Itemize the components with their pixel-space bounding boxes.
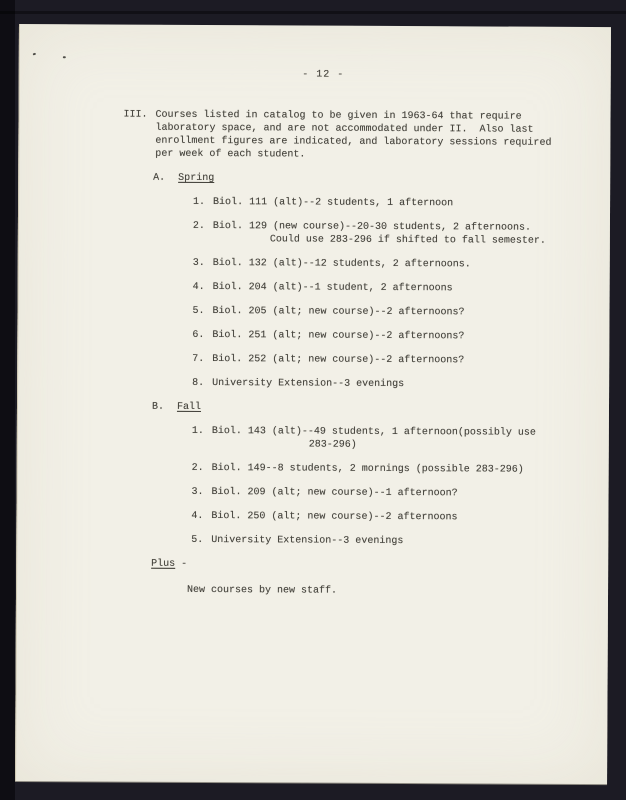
subsection-label: B. — [151, 401, 165, 413]
paragraph-line: Courses listed in catalog to be given in 1963-64 that require — [155, 109, 522, 123]
list-item — [191, 534, 608, 549]
item-line: Biol. 143 (alt)--49 students, 1 afternoon(possibly use — [211, 426, 536, 439]
list-item — [191, 510, 608, 525]
subsection-title: Spring — [178, 172, 215, 185]
plus-note: New courses by new staff. — [187, 584, 338, 597]
subsection-a-heading — [153, 172, 610, 187]
item-line: Could use 283-296 if shifted to fall semester. — [269, 234, 546, 247]
list-item — [192, 329, 609, 344]
ink-speck — [63, 56, 66, 58]
list-item — [193, 196, 610, 211]
paragraph-line: enrollment figures are indicated, and laboratory sessions required — [155, 135, 552, 149]
item-number: 2. — [191, 462, 204, 474]
list-item — [192, 486, 609, 501]
item-number: 1. — [193, 196, 206, 208]
section-heading-iii — [123, 109, 610, 164]
item-number: 6. — [192, 329, 205, 341]
section-numeral: III. — [123, 109, 148, 121]
list-item — [192, 462, 609, 477]
item-number: 5. — [191, 534, 204, 546]
subsection-b-heading — [152, 401, 609, 416]
item-number: 8. — [192, 377, 205, 389]
list-item — [192, 305, 609, 320]
item-line: University Extension--3 evenings — [211, 535, 404, 548]
list-item — [193, 281, 610, 296]
item-line: Biol. 129 (new course)--20-30 students, 2 afternoons. — [212, 221, 532, 234]
list-item — [192, 377, 609, 392]
page-number: - 12 - — [302, 69, 345, 81]
plus-heading — [151, 558, 608, 573]
item-number: 4. — [191, 510, 204, 522]
document-page — [15, 24, 611, 784]
item-line: Biol. 132 (alt)--12 students, 2 afternoons. — [212, 258, 471, 271]
item-line: Biol. 252 (alt; new course)--2 afternoons? — [212, 354, 465, 367]
item-line: Biol. 205 (alt; new course)--2 afternoons? — [212, 306, 465, 319]
item-number: 1. — [191, 425, 204, 437]
item-number: 3. — [192, 257, 205, 269]
item-number: 4. — [192, 281, 205, 293]
item-line: University Extension--3 evenings — [212, 378, 405, 391]
item-line: Biol. 111 (alt)--2 students, 1 afternoon — [213, 197, 454, 210]
list-item — [192, 425, 609, 453]
paragraph-line: laboratory space, and are not accommodated under II. Also last — [155, 122, 534, 136]
item-line: Biol. 209 (alt; new course)--1 afternoon? — [211, 487, 458, 500]
item-line: Biol. 251 (alt; new course)--2 afternoons? — [212, 330, 465, 343]
item-line: Biol. 250 (alt; new course)--2 afternoons — [211, 511, 458, 524]
item-line: 283-296) — [308, 439, 357, 451]
ink-speck — [33, 53, 36, 56]
list-item — [192, 353, 609, 368]
list-item — [193, 257, 610, 272]
paragraph-line: per week of each student. — [155, 148, 306, 161]
item-line: Biol. 149--8 students, 2 mornings (possible 283-296) — [211, 463, 524, 476]
section-paragraph — [155, 109, 551, 163]
item-number: 3. — [191, 486, 204, 498]
item-number: 7. — [192, 353, 205, 365]
subsection-title: Fall — [176, 401, 202, 413]
item-number: 5. — [192, 305, 205, 317]
item-number: 2. — [192, 220, 205, 232]
list-item — [193, 220, 610, 248]
plus-label: Plus — [151, 558, 176, 570]
plus-dash: - — [181, 558, 188, 570]
item-line: Biol. 204 (alt)--1 student, 2 afternoons — [212, 282, 453, 295]
subsection-label: A. — [153, 172, 166, 184]
